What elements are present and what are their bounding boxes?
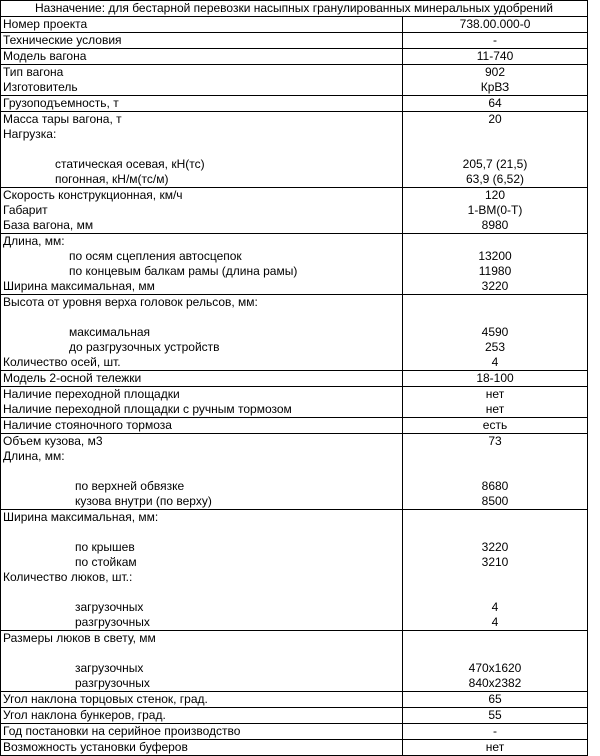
parameter-label: до разгрузочных устройств [69, 340, 220, 354]
parameter-label: загрузочных [75, 600, 144, 614]
parameter-label: Объем кузова, м3 [3, 434, 103, 448]
parameter-label [3, 464, 402, 479]
parameter-cell [1, 96, 403, 112]
value-cell [403, 96, 588, 112]
value-cell [403, 724, 588, 740]
table-row [1, 188, 588, 234]
parameter-value [403, 464, 587, 479]
value-cell [403, 631, 588, 692]
parameter-value: 902 [484, 65, 506, 79]
table-row [1, 434, 588, 510]
value-cell [403, 434, 588, 510]
parameter-value: 1-ВМ(0-Т) [467, 203, 523, 217]
parameter-label: Ширина максимальная, мм [3, 279, 155, 293]
parameter-label: Ширина максимальная, мм: [3, 510, 159, 524]
parameter-value [403, 449, 587, 464]
parameter-value [403, 631, 587, 646]
parameter-label: Грузоподъемность, т [3, 96, 119, 110]
parameter-label: погонная, кН/м(тс/м) [55, 172, 169, 186]
parameter-label: по верхней обвязке [75, 479, 185, 493]
parameter-value [403, 127, 587, 142]
parameter-value [403, 570, 587, 585]
parameter-label: Скорость конструкционная, км/ч [3, 188, 183, 202]
parameter-value: 738.00.000-0 [459, 17, 531, 31]
parameter-value: 205,7 (21,5) [462, 157, 528, 171]
table-row [1, 371, 588, 387]
table-row [1, 510, 588, 631]
value-cell [403, 371, 588, 387]
parameter-label: загрузочных [75, 661, 144, 675]
parameter-value: нет [485, 402, 505, 416]
parameter-cell [1, 65, 403, 96]
parameter-label [3, 646, 402, 661]
table-row [1, 692, 588, 708]
parameter-label: Масса тары вагона, т [3, 112, 122, 126]
parameter-label: максимальная [69, 325, 150, 339]
parameter-cell [1, 17, 403, 33]
parameter-value: - [493, 724, 497, 738]
parameter-label: Габарит [3, 203, 48, 217]
parameter-value [403, 295, 587, 310]
parameter-label: кузова внутри (по верху) [75, 494, 212, 508]
parameter-value: нет [485, 740, 505, 754]
parameter-value: 3220 [481, 540, 509, 554]
parameter-label: Модель вагона [3, 49, 87, 63]
parameter-label: Технические условия [3, 33, 122, 47]
table-row [1, 740, 588, 756]
table-row [1, 65, 588, 96]
parameter-value: 470x1620 [468, 661, 522, 675]
parameter-value: 63,9 (6,52) [465, 172, 525, 186]
value-cell [403, 49, 588, 65]
parameter-label: Длина, мм: [3, 234, 65, 248]
parameter-value: 3210 [481, 555, 509, 569]
parameter-label: статическая осевая, кН(тс) [55, 157, 205, 171]
parameter-value [403, 525, 587, 540]
parameter-label: Размеры люков в свету, мм [3, 631, 156, 645]
title-row [1, 1, 588, 17]
parameter-value: 8980 [481, 218, 509, 232]
table-row [1, 631, 588, 692]
parameter-value: 20 [488, 112, 502, 126]
parameter-value: 4 [491, 355, 499, 369]
parameter-label: по осям сцепления автосцепок [69, 249, 242, 263]
table-row [1, 387, 588, 418]
parameter-label: Нагрузка: [3, 127, 57, 141]
table-row [1, 234, 588, 295]
parameter-label [3, 525, 402, 540]
parameter-value [403, 646, 587, 661]
parameter-label: Год постановки на серийное производство [3, 724, 241, 738]
table-title: Назначение: для бестарной перевозки насыпных гранулированных минеральных удобрений [1, 1, 588, 17]
parameter-value: нет [485, 387, 505, 401]
parameter-label: Угол наклона бункеров, град. [3, 708, 166, 722]
parameter-value: 64 [488, 96, 502, 110]
parameter-cell [1, 234, 403, 295]
parameter-cell [1, 295, 403, 371]
parameter-cell [1, 33, 403, 49]
table-row [1, 418, 588, 434]
parameter-value: 120 [484, 188, 506, 202]
value-cell [403, 112, 588, 188]
parameter-label: Возможность установки буферов [3, 740, 188, 754]
parameter-value [403, 585, 587, 600]
parameter-value: 4590 [481, 325, 509, 339]
table-row [1, 49, 588, 65]
parameter-value: 8500 [481, 494, 509, 508]
parameter-cell [1, 387, 403, 418]
parameter-label: по крышев [75, 540, 135, 554]
parameter-cell [1, 371, 403, 387]
parameter-value: 253 [484, 340, 506, 354]
parameter-label: Наличие переходной площадки [3, 387, 180, 401]
parameter-cell [1, 692, 403, 708]
parameter-cell [1, 49, 403, 65]
parameter-label: Тип вагона [3, 65, 64, 79]
parameter-cell [1, 740, 403, 756]
value-cell [403, 387, 588, 418]
table-row [1, 295, 588, 371]
table-row [1, 708, 588, 724]
value-cell [403, 510, 588, 631]
parameter-value: КрВЗ [480, 80, 510, 94]
table-row [1, 724, 588, 740]
parameter-cell [1, 434, 403, 510]
parameter-label [3, 310, 402, 325]
parameter-label: Количество осей, шт. [3, 355, 121, 369]
parameter-value: 11980 [478, 264, 512, 278]
parameter-cell [1, 510, 403, 631]
parameter-label: по концевым балкам рамы (длина рамы) [69, 264, 298, 278]
parameter-value: 11-740 [476, 49, 514, 63]
parameter-cell [1, 418, 403, 434]
parameter-cell [1, 708, 403, 724]
value-cell [403, 65, 588, 96]
parameter-value: 18-100 [476, 371, 514, 385]
parameter-value [403, 510, 587, 525]
value-cell [403, 17, 588, 33]
value-cell [403, 708, 588, 724]
parameter-label: Модель 2-осной тележки [3, 371, 142, 385]
parameter-label: Наличие переходной площадки с ручным тормозом [3, 402, 292, 416]
table-row [1, 112, 588, 188]
value-cell [403, 740, 588, 756]
parameter-value: 4 [491, 615, 499, 629]
parameter-value: 13200 [478, 249, 512, 263]
parameter-label: Длина, мм: [3, 449, 65, 463]
parameter-label: разгрузочных [75, 615, 150, 629]
parameter-label: Номер проекта [3, 17, 88, 31]
parameter-label: разгрузочных [75, 676, 150, 690]
value-cell [403, 295, 588, 371]
parameter-value [403, 234, 587, 249]
parameter-value: 55 [488, 708, 502, 722]
parameter-cell [1, 631, 403, 692]
table-row [1, 33, 588, 49]
parameter-cell [1, 112, 403, 188]
parameter-value: есть [482, 418, 508, 432]
table-row [1, 17, 588, 33]
parameter-label [3, 585, 402, 600]
parameter-value: 73 [488, 434, 502, 448]
parameter-value [403, 310, 587, 325]
value-cell [403, 33, 588, 49]
parameter-label: Изготовитель [3, 80, 78, 94]
value-cell [403, 234, 588, 295]
value-cell [403, 188, 588, 234]
parameter-value: 65 [488, 692, 502, 706]
parameter-label: Количество люков, шт.: [3, 570, 133, 584]
parameter-label: Высота от уровня верха головок рельсов, мм: [3, 295, 258, 309]
parameter-value: - [493, 33, 497, 47]
parameter-cell [1, 724, 403, 740]
parameter-label: База вагона, мм [3, 218, 94, 232]
parameter-value: 8680 [481, 479, 509, 493]
value-cell [403, 418, 588, 434]
value-cell [403, 692, 588, 708]
parameter-label: по стойкам [75, 555, 137, 569]
parameter-value [403, 142, 587, 157]
parameter-value: 840x2382 [468, 676, 522, 690]
parameter-label: Наличие стояночного тормоза [3, 418, 172, 432]
parameter-cell [1, 188, 403, 234]
parameter-value: 3220 [481, 279, 509, 293]
parameter-label: Угол наклона торцовых стенок, град. [3, 692, 208, 706]
table-row [1, 96, 588, 112]
parameter-label [3, 142, 402, 157]
parameter-value: 4 [491, 600, 499, 614]
